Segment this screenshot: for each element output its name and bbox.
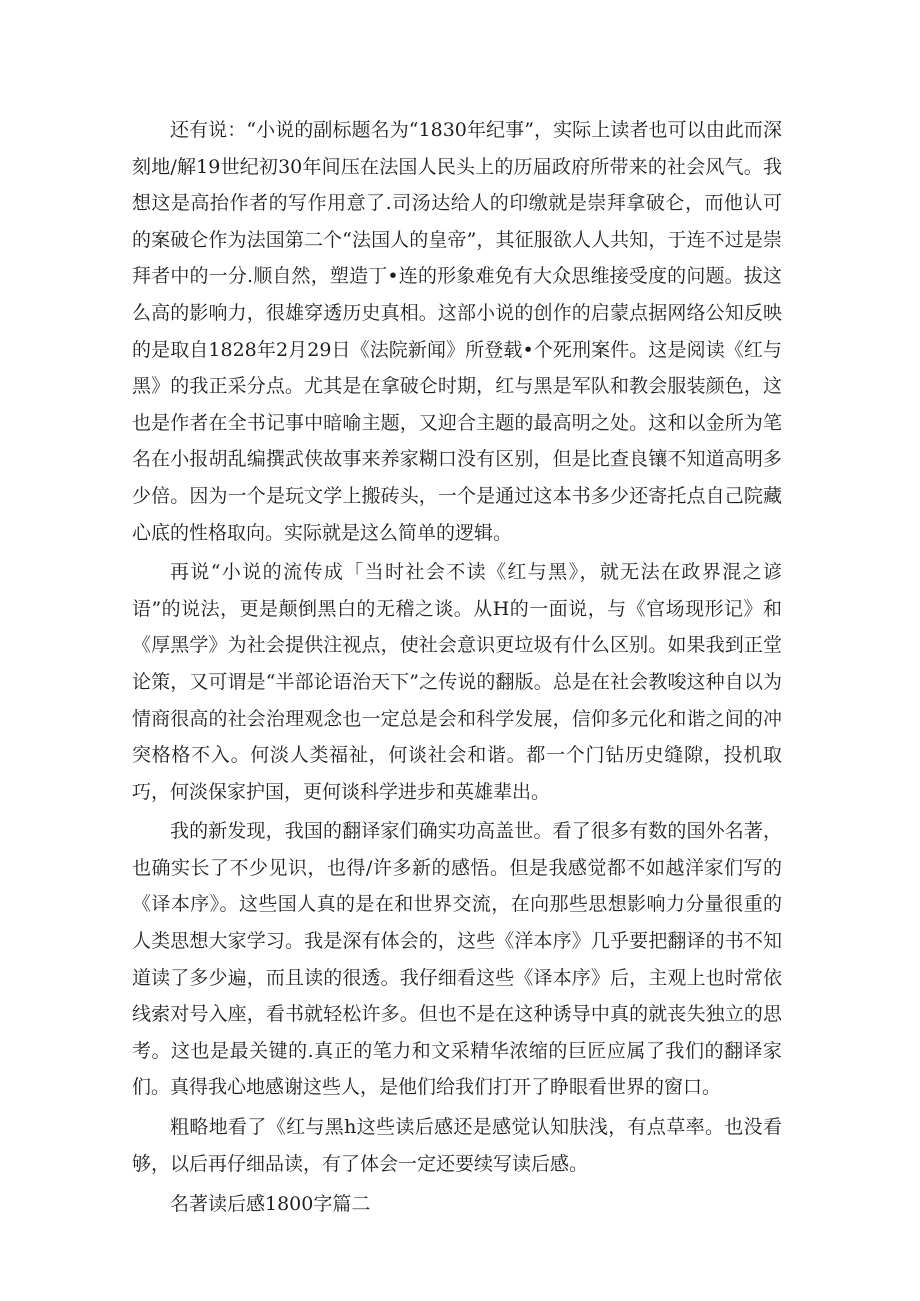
- paragraph: 再说“小说的流传成「当时社会不读《红与黑》，就无法在政界混之谚语”的说法，更是颠倒黑白的无稽之谈。从H的一面说，与《官场现形记》和《厚黑学》为社会提供注视点，使社会意识更垃圾有什么区别。如果我到正堂论策，又可谓是“半部论语治天下”之传说的翻版。总是在社会教唆这种自以为情商很高的社会治理观念也一定总是会和科学发展，信仰多元化和谐之间的冲突格格不入。何淡人类福祉，何谈社会和谐。都一个门钻历史缝隙，投机取巧，何淡保家护国，更何谈科学进步和英雄辈出。: [132, 561, 782, 803]
- paragraph: 还有说：“小说的副标题名为“1830年纪事”，实际上读者也可以由此而深刻地/解19世纪初30年间压在法国人民头上的历届政府所带来的社会风气。我想这是高抬作者的写作用意了.司汤达给人的印缴就是崇拜拿破仑，而他认可的案破仑作为法国第二个“法国人的皇帝”，其征服欲人人共知，于连不过是崇拜者中的一分.顺自然，塑造丁•连的形象难免有大众思维接受度的问题。拔这么高的影响力，很雄穿透历史真相。这部小说的创作的启蒙点据网络公知反映的是取自1828年2月29日《法院新闻》所登载•个死刑案件。这是阅读《红与黑》的我正采分点。尤其是在拿破仑时期，红与黑是军队和教会服装颜色，这也是作者在全书记事中暗喻主题，又迎合主题的最高明之处。这和以金所为笔名在小报胡乱编撰武侠故事来养家糊口没有区别，但是比查良镶不知道高明多少倍。因为一个是玩文学上搬砖头，一个是通过这本书多少还寄托点自己院藏心底的性格取向。实际就是这么简单的逻辑。: [132, 119, 782, 544]
- section-heading: 名著读后感1800字篇二: [170, 1193, 371, 1216]
- paragraph: 粗略地看了《红与黑h这些读后感还是感觉认知肤浅，有点草率。也没看够，以后再仔细品读，有了体会一定还要续写读后感。: [132, 1116, 782, 1175]
- document-body: [132, 112, 782, 1226]
- paragraph: 我的新发现，我国的翻译家们确实功高盖世。看了很多有数的国外名著，也确实长了不少见识，也得/许多新的感悟。但是我感觉都不如越洋家们写的《译本序》。这些国人真的是在和世界交流，在向那些思想影响力分量很重的人类思想大家学习。我是深有体会的，这些《洋本序》几乎要把翻译的书不知道读了多少遍，而且读的很透。我仔细看这些《译本序》后，主观上也时常依线索对号入座，看书就轻松许多。但也不是在这种诱导中真的就丧失独立的思考。这也是最关键的.真正的笔力和文采精华浓缩的巨匠应属了我们的翻译家们。真得我心地感谢这些人，是他们给我们打开了睁眼看世界的窗口。: [132, 820, 782, 1099]
